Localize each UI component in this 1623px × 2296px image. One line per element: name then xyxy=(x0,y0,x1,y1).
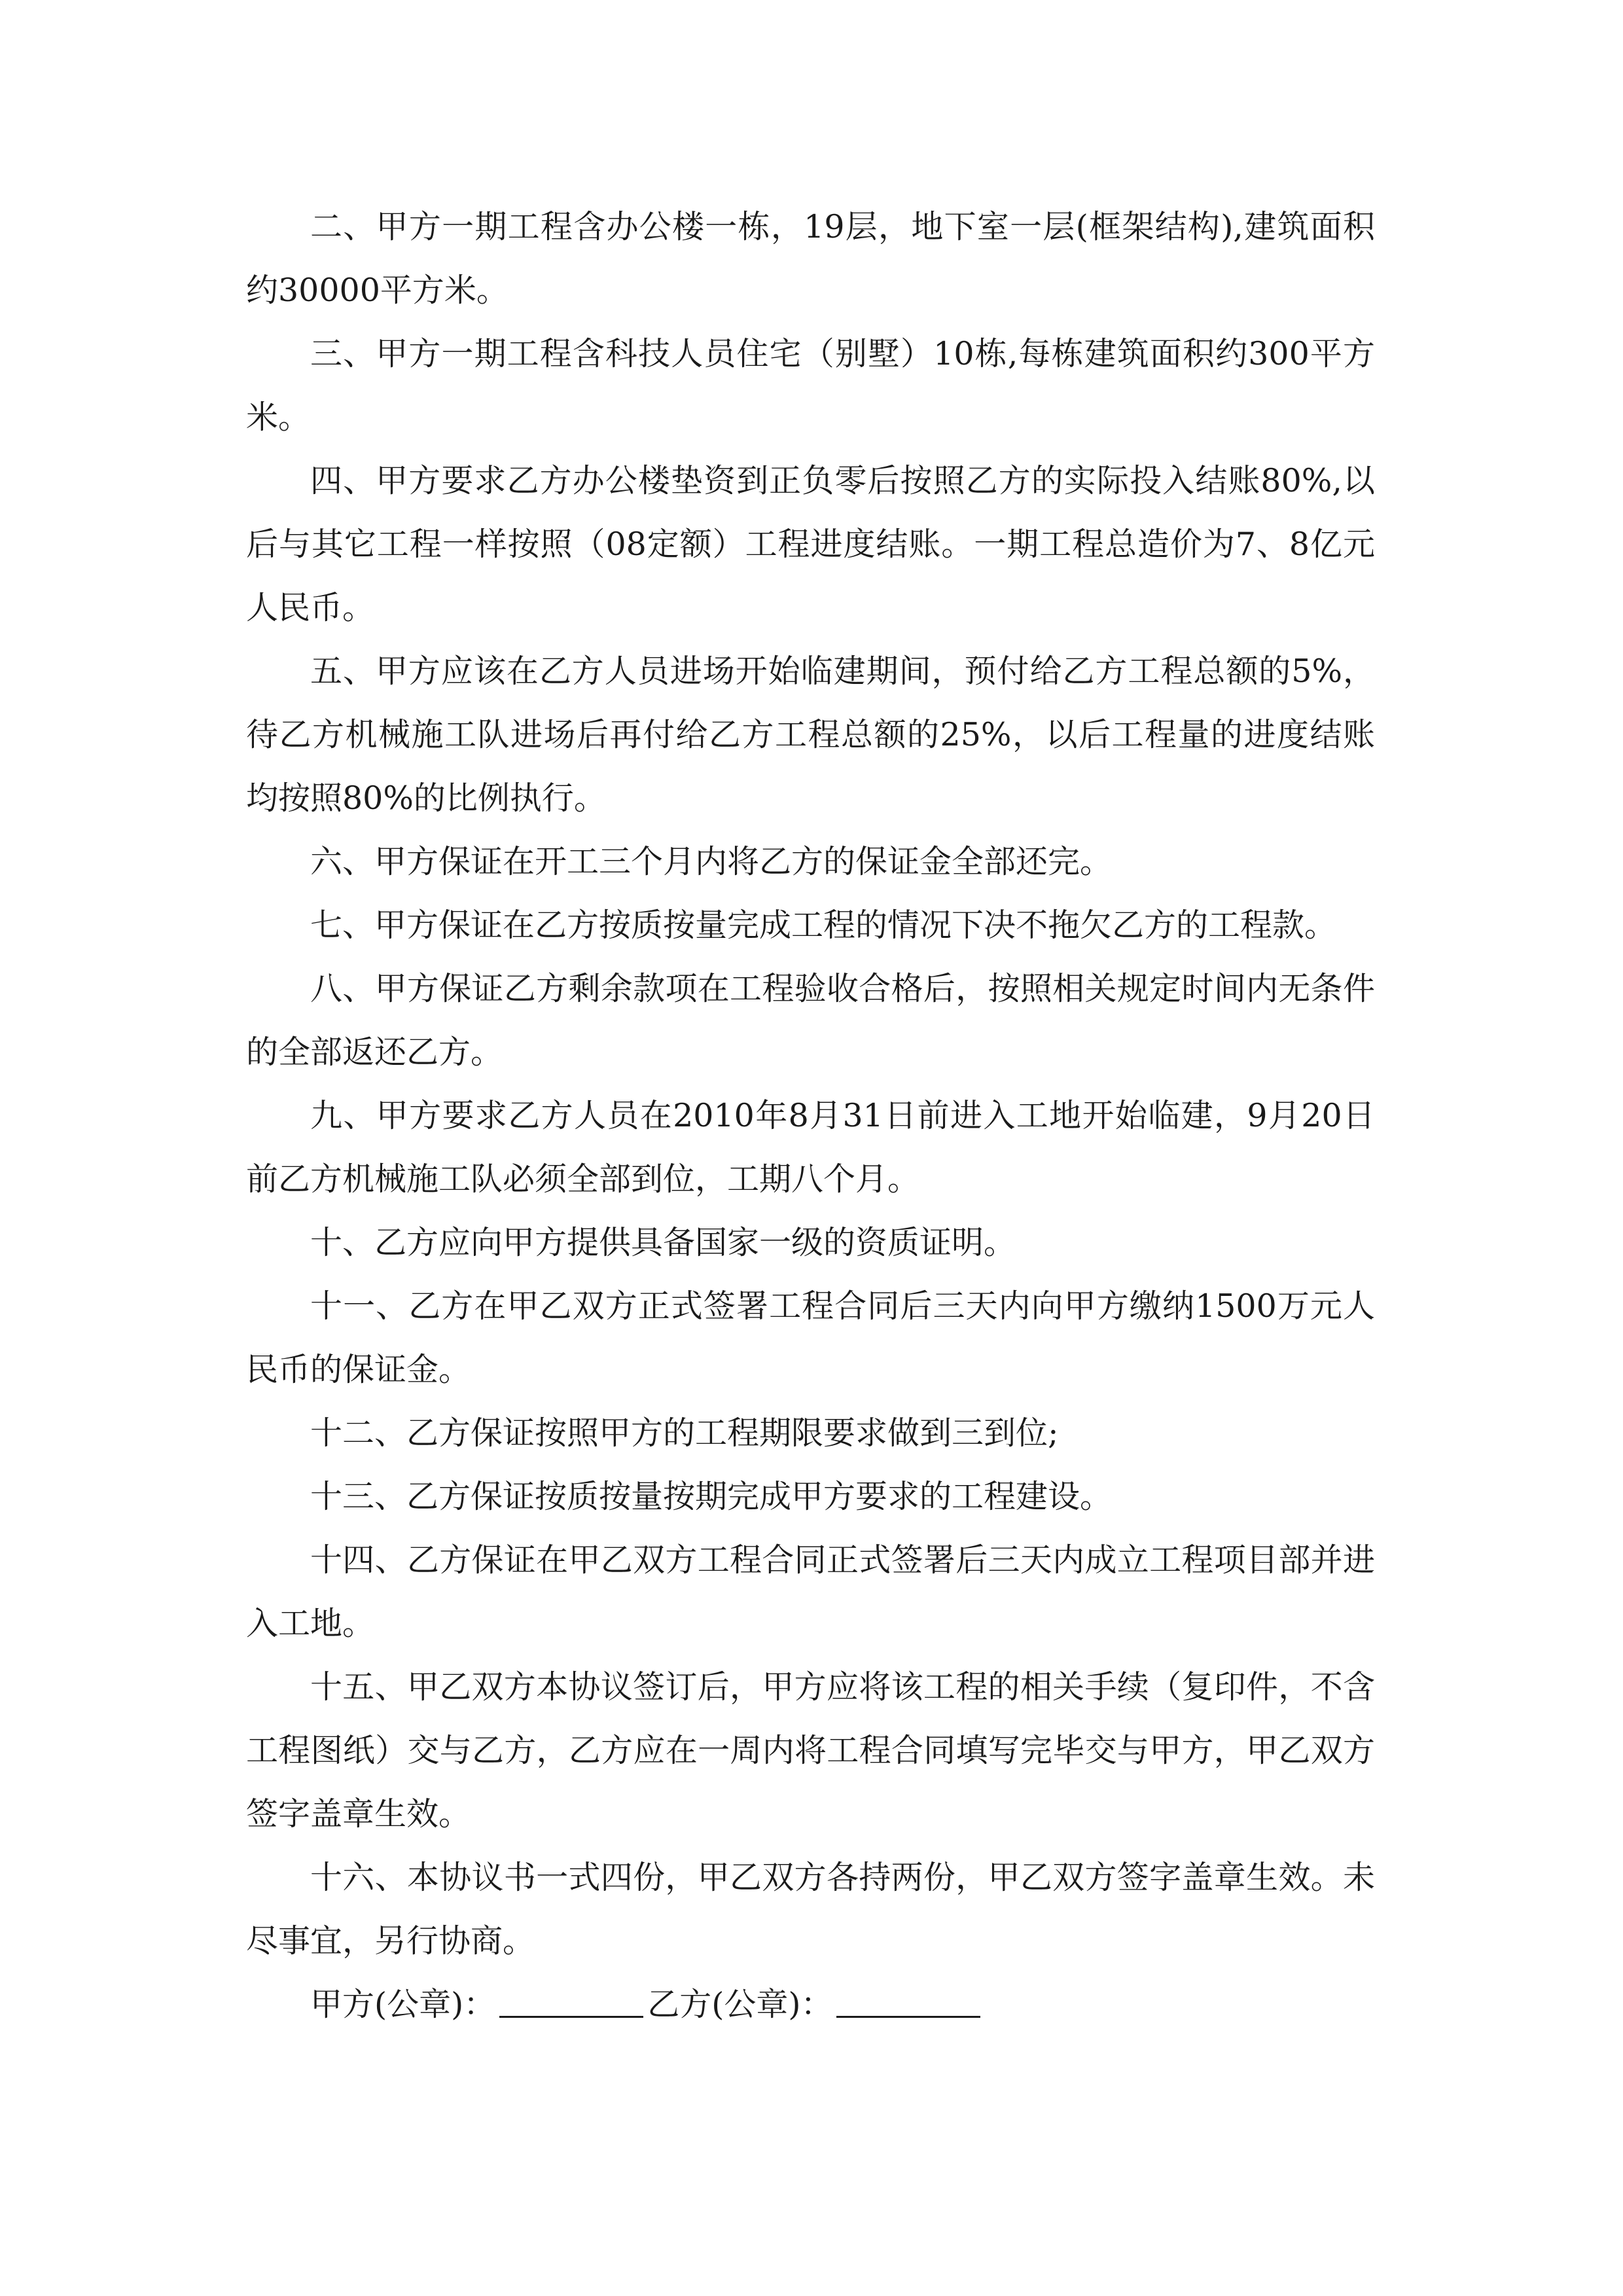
clause-9: 九、甲方要求乙方人员在2010年8月31日前进入工地开始临建，9月20日前乙方机械施工队必须全部到位，工期八个月。 xyxy=(246,1097,1375,1198)
clause-2: 二、甲方一期工程含办公楼一栋，19层，地下室一层(框架结构),建筑面积约30000平方米。 xyxy=(246,208,1375,309)
clause-4: 四、甲方要求乙方办公楼垫资到正负零后按照乙方的实际投入结账80%,以后与其它工程一样按照（08定额）工程进度结账。一期工程总造价为7、8亿元人民币。 xyxy=(246,462,1375,626)
clause-6: 六、甲方保证在开工三个月内将乙方的保证金全部还完。 xyxy=(310,843,1113,880)
clause-14: 十四、乙方保证在甲乙双方工程合同正式签署后三天内成立工程项目部并进入工地。 xyxy=(246,1541,1375,1642)
party-b-seal-label: 乙方(公章)： xyxy=(647,1986,833,2023)
party-a-seal-blank xyxy=(499,1990,643,2018)
clause-15: 十五、甲乙双方本协议签订后，甲方应将该工程的相关手续（复印件，不含工程图纸）交与乙方，乙方应在一周内将工程合同填写完毕交与甲方，甲乙双方签字盖章生效。 xyxy=(246,1668,1375,1833)
party-a-seal-label: 甲方(公章)： xyxy=(310,1986,496,2023)
clause-3: 三、甲方一期工程含科技人员住宅（别墅）10栋,每栋建筑面积约300平方米。 xyxy=(246,335,1375,436)
party-b-seal-blank xyxy=(836,1990,980,2018)
clause-5: 五、甲方应该在乙方人员进场开始临建期间，预付给乙方工程总额的5%，待乙方机械施工队进场后再付给乙方工程总额的25%，以后工程量的进度结账均按照80%的比例执行。 xyxy=(246,653,1375,817)
clause-13: 十三、乙方保证按质按量按期完成甲方要求的工程建设。 xyxy=(310,1478,1113,1515)
clause-11: 十一、乙方在甲乙双方正式签署工程合同后三天内向甲方缴纳1500万元人民币的保证金。 xyxy=(246,1287,1375,1388)
clause-10: 十、乙方应向甲方提供具备国家一级的资质证明。 xyxy=(310,1224,1016,1261)
clause-7: 七、甲方保证在乙方按质按量完成工程的情况下决不拖欠乙方的工程款。 xyxy=(310,906,1337,944)
agreement-body xyxy=(246,195,1375,2036)
clause-8: 八、甲方保证乙方剩余款项在工程验收合格后，按照相关规定时间内无条件的全部返还乙方。 xyxy=(246,970,1375,1071)
clause-12: 十二、乙方保证按照甲方的工程期限要求做到三到位; xyxy=(310,1414,1059,1452)
clause-16: 十六、本协议书一式四份，甲乙双方各持两份，甲乙双方签字盖章生效。未尽事宜，另行协商。 xyxy=(246,1859,1375,1960)
signature-line xyxy=(246,1973,1375,2036)
